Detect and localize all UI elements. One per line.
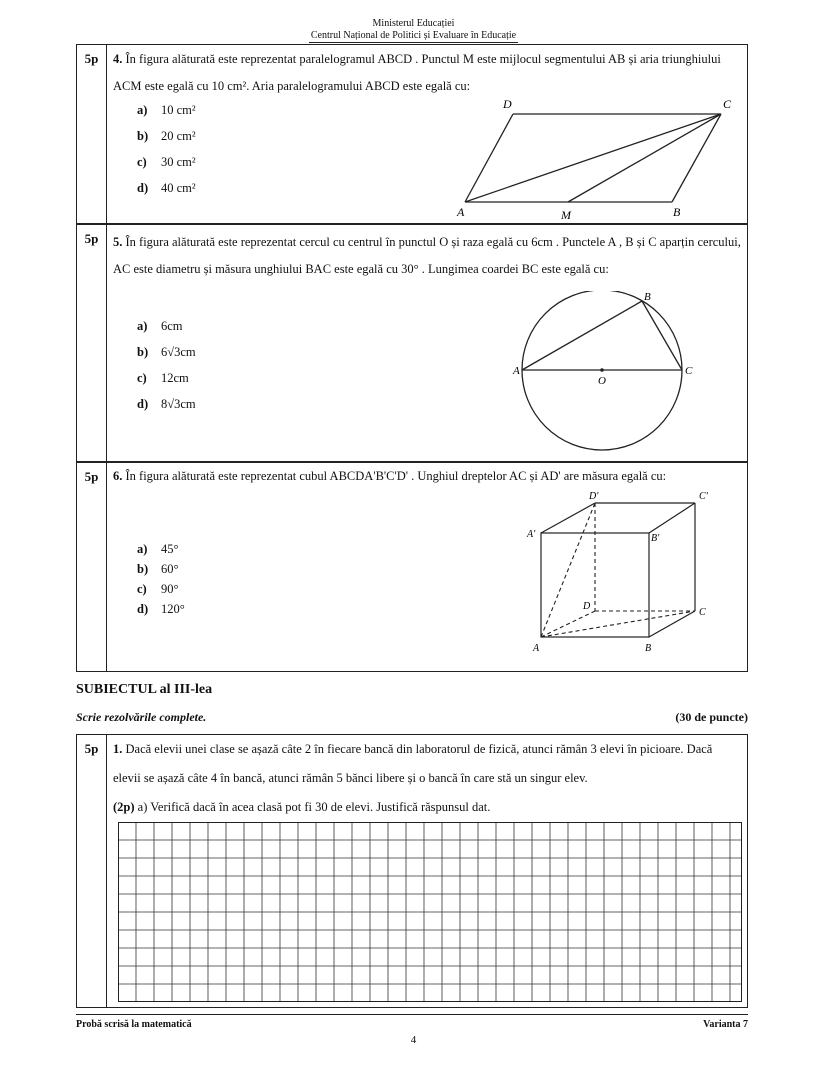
page-number: 4: [410, 1034, 417, 1046]
question-6-number: 6.: [113, 469, 123, 483]
option-c: c) 30 cm²: [137, 155, 196, 169]
option-c: c) 12cm: [137, 371, 189, 385]
option-a: a) 45°: [137, 542, 179, 556]
label-A: A: [533, 643, 540, 654]
question-4-options: [137, 97, 196, 201]
label-B: B: [645, 643, 652, 654]
question-5-options: [137, 313, 196, 417]
question-4-text: [113, 46, 741, 100]
problem-1-statement: Dacă elevii unei clase se așază câte 2 în fiecare bancă din laboratorul de fizică, atunci rămân 3 elevi în picioare. Dacă elevii se așază câte 4 în bancă, atunci rămân 5 bănci libere și o bancă în care stă un singur elev.: [113, 742, 713, 785]
label-C: C: [723, 97, 732, 111]
question-6-text: [113, 464, 741, 488]
center-name: Centrul Național de Politici și Evaluare în Educație: [310, 30, 517, 41]
problem-1-text: [113, 735, 741, 822]
option-b: b) 20 cm²: [137, 129, 196, 143]
circle-figure: [511, 291, 701, 451]
label-B: B: [673, 205, 681, 219]
section-instruction: Scrie rezolvările complete.: [76, 710, 207, 724]
question-5-box: [76, 224, 748, 462]
parallelogram-figure: [455, 95, 745, 223]
label-A: A: [513, 365, 520, 377]
question-5-statement: În figura alăturată este reprezentat cercul cu centrul în punctul O și raza egală cu 6cm . Punctele A , B și C aparțin cercului, AC este diametru și măsura unghiului BAC este egală cu 30° . Lungimea coardei BC este egală cu:: [113, 235, 741, 276]
label-D: D: [503, 97, 512, 111]
option-a: a) 6cm: [137, 319, 183, 333]
option-c: c) 90°: [137, 582, 179, 596]
option-b: b) 6√3cm: [137, 345, 196, 359]
question-4-box: [76, 44, 748, 224]
label-A-prime: A': [527, 529, 536, 540]
option-d: d) 120°: [137, 602, 185, 616]
question-6-statement: În figura alăturată este reprezentat cubul ABCDA'B'C'D' . Unghiul dreptelor AC și AD' are măsura egală cu:: [125, 469, 667, 483]
problem-1-subpoints: (2p): [113, 800, 135, 814]
option-a: a) 10 cm²: [137, 103, 196, 117]
question-5-points: 5p: [77, 225, 107, 461]
section-title: SUBIECTUL al III-lea: [76, 682, 213, 697]
section-points: (30 de puncte): [675, 710, 748, 724]
footer-divider: [76, 1014, 748, 1015]
label-B: B: [644, 291, 651, 303]
label-C: C: [685, 365, 693, 377]
problem-1-part-a: a) Verifică dacă în acea clasă pot fi 30 de elevi. Justifică răspunsul dat.: [137, 800, 491, 814]
option-b: b) 60°: [137, 562, 179, 576]
option-d: d) 8√3cm: [137, 397, 196, 411]
label-O: O: [598, 375, 606, 387]
label-M: M: [561, 208, 571, 222]
problem-1-points: 5p: [77, 735, 107, 1007]
cube-figure: [523, 487, 723, 657]
page-header: [0, 18, 827, 43]
footer-variant: Varianta 7: [703, 1019, 748, 1030]
problem-1-number: 1.: [113, 742, 123, 756]
question-6-box: [76, 462, 748, 672]
label-A: A: [457, 205, 465, 219]
label-C-prime: C': [699, 491, 708, 502]
question-4-number: 4.: [113, 52, 123, 66]
ministry-name: Ministerul Educației: [372, 18, 455, 29]
label-B-prime: B': [651, 533, 660, 544]
question-5-text: [113, 229, 741, 283]
answer-grid[interactable]: [118, 822, 742, 1002]
footer-subject: Probă scrisă la matematică: [76, 1019, 192, 1030]
label-C: C: [699, 607, 706, 618]
label-D-prime: D': [589, 491, 599, 502]
option-d: d) 40 cm²: [137, 181, 196, 195]
question-4-statement: În figura alăturată este reprezentat paralelogramul ABCD . Punctul M este mijlocul segmentului AB și aria triunghiului ACM este egală cu 10 cm². Aria paralelogramului ABCD este egală cu:: [113, 52, 721, 93]
question-6-options: [137, 539, 185, 619]
question-5-number: 5.: [113, 235, 123, 249]
question-4-points: 5p: [77, 45, 107, 223]
label-D: D: [583, 601, 591, 612]
question-6-points: 5p: [77, 463, 107, 671]
